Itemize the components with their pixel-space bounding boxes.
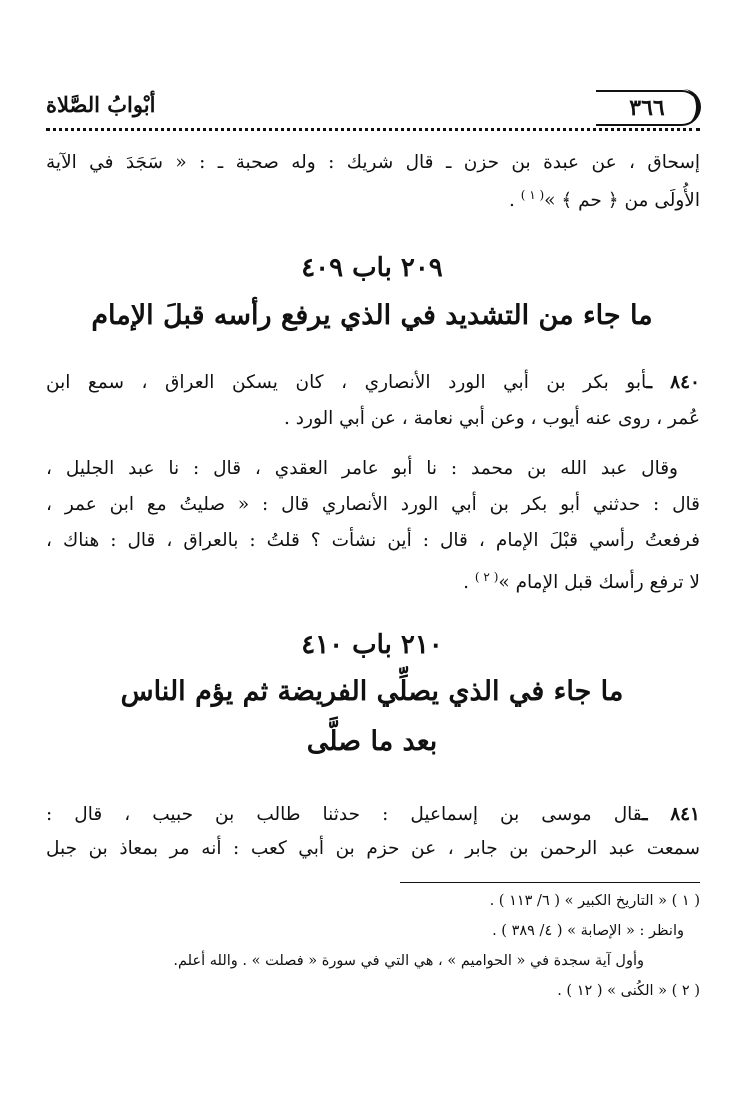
hadith-841-text-1: قال موسى بن إسماعيل : حدثنا طالب بن حبيب ، قال : [46,804,643,825]
chapter-409-number: ٢٠٩ باب ٤٠٩ [301,253,443,283]
header-divider [46,128,700,131]
intro-line-2-end: . [508,190,521,212]
hadith-840-line-6-end: . [463,572,475,594]
intro-line-2 [46,180,700,216]
chapter-410-number: ٢١٠ باب ٤١٠ [301,630,443,660]
chapter-410-title-1: ما جاء في الذي يصلِّي الفريضة ثم يؤم الناس [120,676,624,707]
footnote-ref-2: ( ٢ ) [474,570,499,584]
hadith-840-line-6 [46,562,700,598]
hadith-840-text-6: لا ترفع رأسك قبل الإمام » [498,572,700,594]
hadith-841-line-2: سمعت عبد الرحمن بن جابر ، عن حزم بن أبي كعب : أنه مر بمعاذ بن جبل [46,838,700,859]
footnote-1: ( ١ ) « التاريخ الكبير » ( ٦/ ١١٣ ) . [489,893,700,909]
hadith-840-line-5: فرفعتُ رأسي قبْلَ الإمام ، قال : أين نشأت ؟ قلتُ : بالعراق ، قال : هناك ، [46,530,700,551]
hadith-840-line-4: قال : حدثني أبو بكر بن أبي الورد الأنصاري قال : « صليتُ مع ابن عمر ، [46,494,700,515]
hadith-840-line-3: وقال عبد الله بن محمد : نا أبو عامر العقدي ، قال : نا عبد الجليل ، [46,458,678,479]
hadith-840-text-1: أبو بكر بن أبي الورد الأنصاري ، كان يسكن العراق ، سمع ابن [46,372,647,393]
footnote-ref-1: ( ١ ) [520,188,545,202]
hadith-841-line-1 [46,800,700,830]
footnote-1-note: وأول آية سجدة في « الحواميم » ، هي التي في سورة « فصلت » . والله أعلم. [173,953,644,969]
section-title: أبْوابُ الصَّلاة [46,92,156,117]
footnote-1-see-also: وانظر : « الإصابة » ( ٤/ ٣٨٩ ) . [492,923,684,939]
page-header [46,86,700,134]
intro-line-1: إسحاق ، عن عبدة بن حزن ـ قال شريك : وله صحبة ـ : « سَجَدَ في الآية [46,152,700,173]
chapter-410-title-2: بعد ما صلَّى [306,726,438,757]
hadith-840-number: ٨٤٠ ـ [646,372,700,393]
chapter-409-title: ما جاء من التشديد في الذي يرفع رأسه قبلَ الإمام [91,300,653,331]
footnote-2: ( ٢ ) « الكُنى » ( ١٢ ) . [557,983,700,999]
intro-line-2-text: الأُولَى من ﴿ حم ﴾ » [544,190,700,212]
hadith-841-number: ٨٤١ ـ [642,804,700,825]
footnote-divider [400,882,700,883]
page-number: ٣٦٦ [596,90,700,126]
hadith-840-line-1 [46,368,700,398]
hadith-840-line-2: عُمر ، روى عنه أيوب ، وعن أبي نعامة ، عن أبي الورد . [284,408,700,429]
